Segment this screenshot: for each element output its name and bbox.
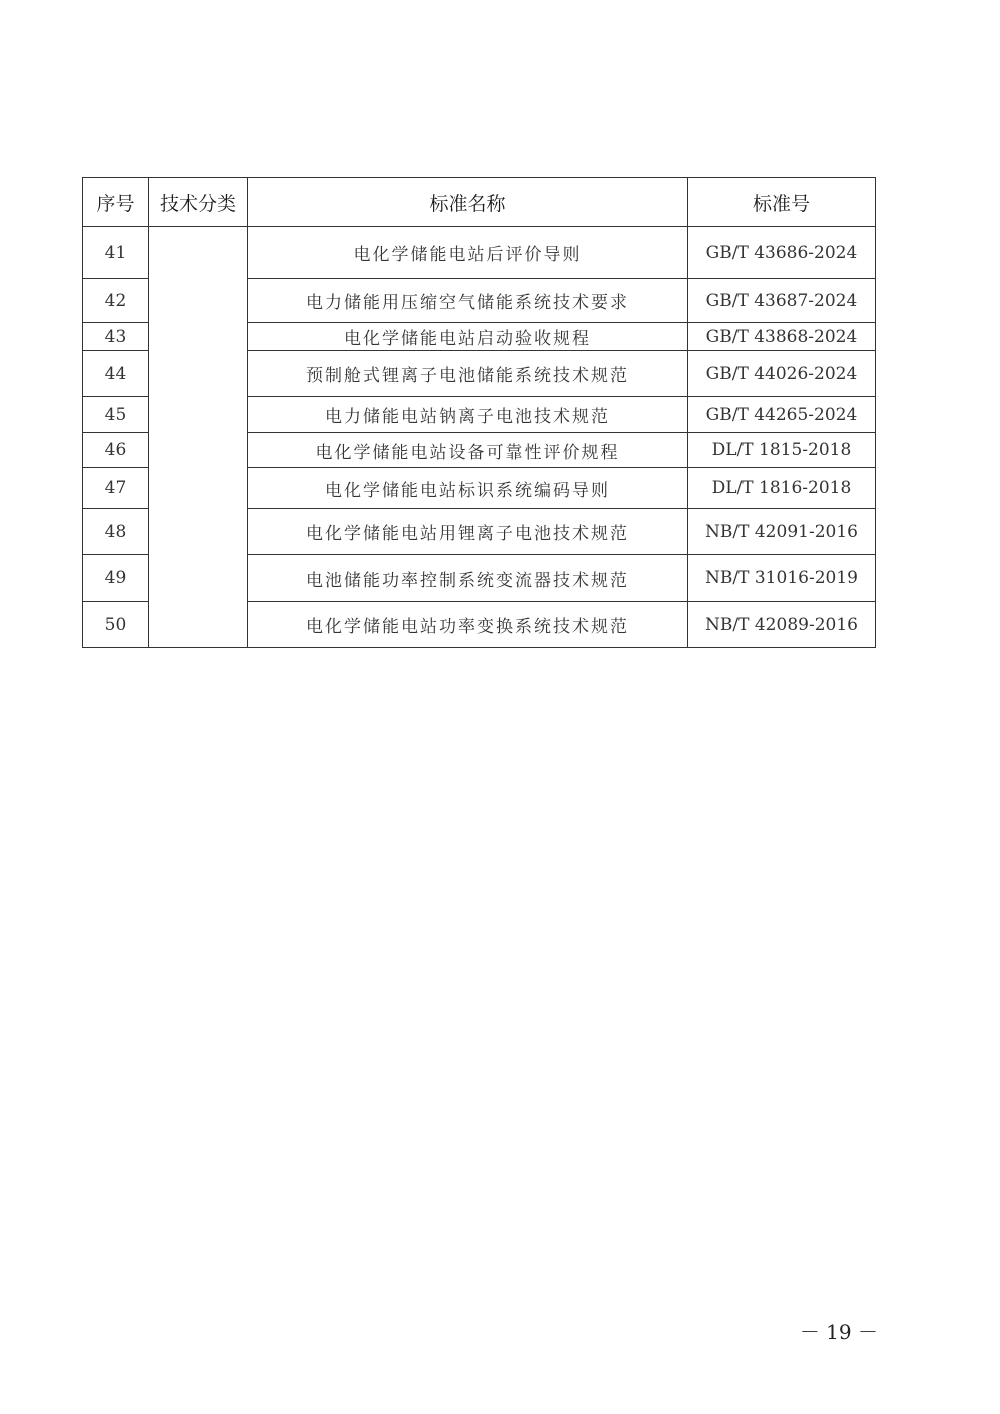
row-index: 44 <box>83 351 149 397</box>
row-name: 电化学储能电站启动验收规程 <box>248 323 688 351</box>
row-code: GB/T 43868-2024 <box>688 323 876 351</box>
row-index: 43 <box>83 323 149 351</box>
row-name: 电化学储能电站后评价导则 <box>248 227 688 279</box>
row-name: 电力储能电站钠离子电池技术规范 <box>248 397 688 433</box>
row-code: GB/T 44026-2024 <box>688 351 876 397</box>
row-code: NB/T 42091-2016 <box>688 509 876 555</box>
header-name: 标准名称 <box>248 178 688 227</box>
row-code: DL/T 1816-2018 <box>688 468 876 509</box>
row-code: NB/T 42089-2016 <box>688 602 876 648</box>
row-name: 电化学储能电站标识系统编码导则 <box>248 468 688 509</box>
row-name: 预制舱式锂离子电池储能系统技术规范 <box>248 351 688 397</box>
row-index: 49 <box>83 555 149 602</box>
category-cell <box>149 227 248 648</box>
page-number: － 19 － <box>799 1320 878 1344</box>
row-code: NB/T 31016-2019 <box>688 555 876 602</box>
row-index: 42 <box>83 279 149 323</box>
row-name: 电力储能用压缩空气储能系统技术要求 <box>248 279 688 323</box>
row-index: 47 <box>83 468 149 509</box>
table-header-row <box>83 178 876 227</box>
row-index: 48 <box>83 509 149 555</box>
row-index: 41 <box>83 227 149 279</box>
header-code: 标准号 <box>688 178 876 227</box>
row-index: 45 <box>83 397 149 433</box>
row-name: 电化学储能电站功率变换系统技术规范 <box>248 602 688 648</box>
row-index: 46 <box>83 433 149 468</box>
row-name: 电化学储能电站设备可靠性评价规程 <box>248 433 688 468</box>
row-code: DL/T 1815-2018 <box>688 433 876 468</box>
row-name: 电化学储能电站用锂离子电池技术规范 <box>248 509 688 555</box>
table-row <box>83 227 876 279</box>
standards-table <box>82 177 876 648</box>
row-code: GB/T 43686-2024 <box>688 227 876 279</box>
row-name: 电池储能功率控制系统变流器技术规范 <box>248 555 688 602</box>
row-code: GB/T 44265-2024 <box>688 397 876 433</box>
row-index: 50 <box>83 602 149 648</box>
header-category: 技术分类 <box>149 178 248 227</box>
row-code: GB/T 43687-2024 <box>688 279 876 323</box>
header-index: 序号 <box>83 178 149 227</box>
